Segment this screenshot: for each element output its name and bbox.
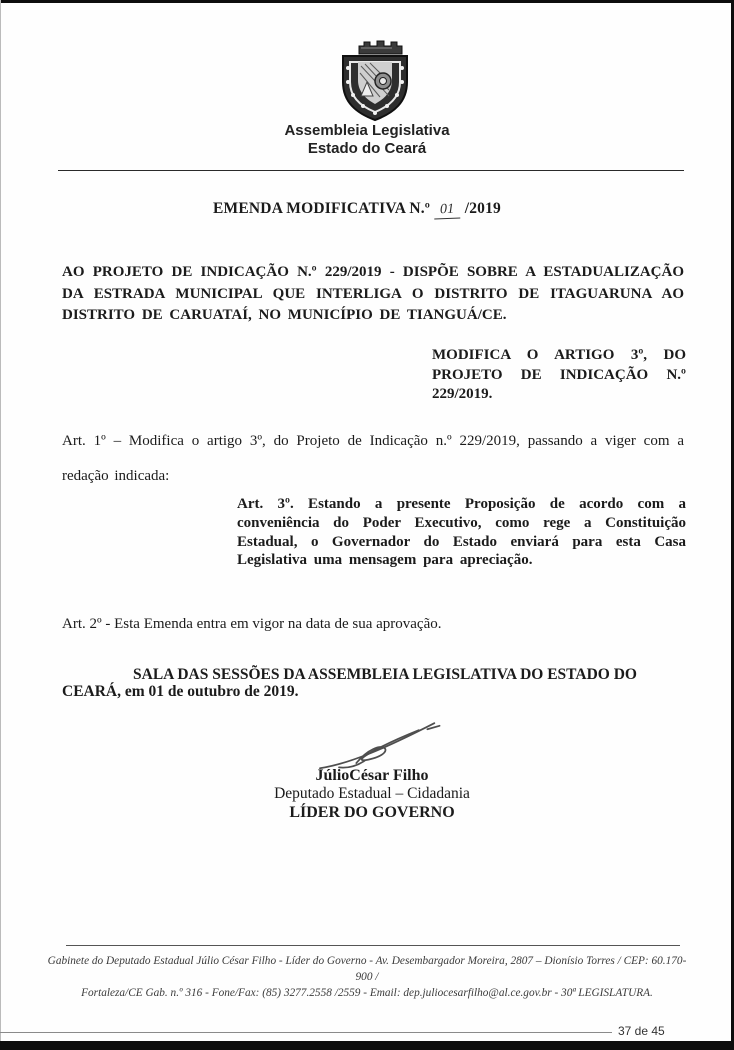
footer-line1: Gabinete do Deputado Estadual Júlio César Filho - Líder do Governo - Av. Desembargador Moreira, 2807 – Dionísio Torres / CEP: 60.170-900 / <box>47 955 687 983</box>
signer-position: LÍDER DO GOVERNO <box>289 804 455 821</box>
scan-edge-bottom <box>0 1041 734 1050</box>
paragraph-summary: MODIFICA O ARTIGO 3º, DO PROJETO DE INDICAÇÃO N.º 229/2019. <box>432 347 686 402</box>
ceara-coat-of-arms-icon <box>334 38 416 122</box>
title-number-handwritten: 01 <box>434 202 461 220</box>
document-title <box>0 200 714 219</box>
paragraph-art3-quote: Art. 3º. Estando a presente Proposição de acordo com a conveniência do Poder Executivo, como rege a Constituição Estadual, o Governador do Estado enviará para esta Casa Legislativa uma mensagem para apreciação. <box>237 496 686 569</box>
header-divider <box>58 170 684 171</box>
scan-edge-top <box>0 0 734 3</box>
signer-role: Deputado Estadual – Cidadania <box>274 785 470 802</box>
signature-icon <box>0 718 734 767</box>
signature-block <box>0 718 734 822</box>
footer-divider <box>66 945 680 946</box>
org-line1: Assembleia Legislativa <box>284 122 450 139</box>
title-suffix: /2019 <box>464 200 501 217</box>
footer-line2: Fortaleza/CE Gab. n.º 316 - Fone/Fax: (85) 3277.2558 /2559 - Email: dep.juliocesarfilho@al.ce.gov.br - 30ª LEGISLATURA. <box>81 987 653 999</box>
signer-name: JúlioCésar Filho <box>315 767 429 784</box>
paragraph-art1: Art. 1º – Modifica o artigo 3º, do Projeto de Indicação n.º 229/2019, passando a viger com a redação indicada: <box>62 433 684 484</box>
paragraph-art2: Art. 2º - Esta Emenda entra em vigor na data de sua aprovação. <box>62 616 442 632</box>
title-label: EMENDA MODIFICATIVA N.º <box>213 200 431 217</box>
page-number: 37 de 45 <box>618 1024 665 1038</box>
paragraph-closing: SALA DAS SESSÕES DA ASSEMBLEIA LEGISLATIVA DO ESTADO DO CEARÁ, em 01 de outubro de 2019. <box>62 666 637 700</box>
org-name <box>0 122 734 158</box>
page-number-rule <box>0 1032 612 1033</box>
footer-office-info <box>40 953 694 1001</box>
org-line2: Estado do Ceará <box>307 140 427 157</box>
paragraph-addressee: AO PROJETO DE INDICAÇÃO N.º 229/2019 - DISPÕE SOBRE A ESTADUALIZAÇÃO DA ESTRADA MUNICIPAL QUE INTERLIGA O DISTRITO DE ITAGUARUNA AO DISTRITO DE CARUATAÍ, NO MUNICÍPIO DE TIANGUÁ/CE. <box>62 264 684 323</box>
